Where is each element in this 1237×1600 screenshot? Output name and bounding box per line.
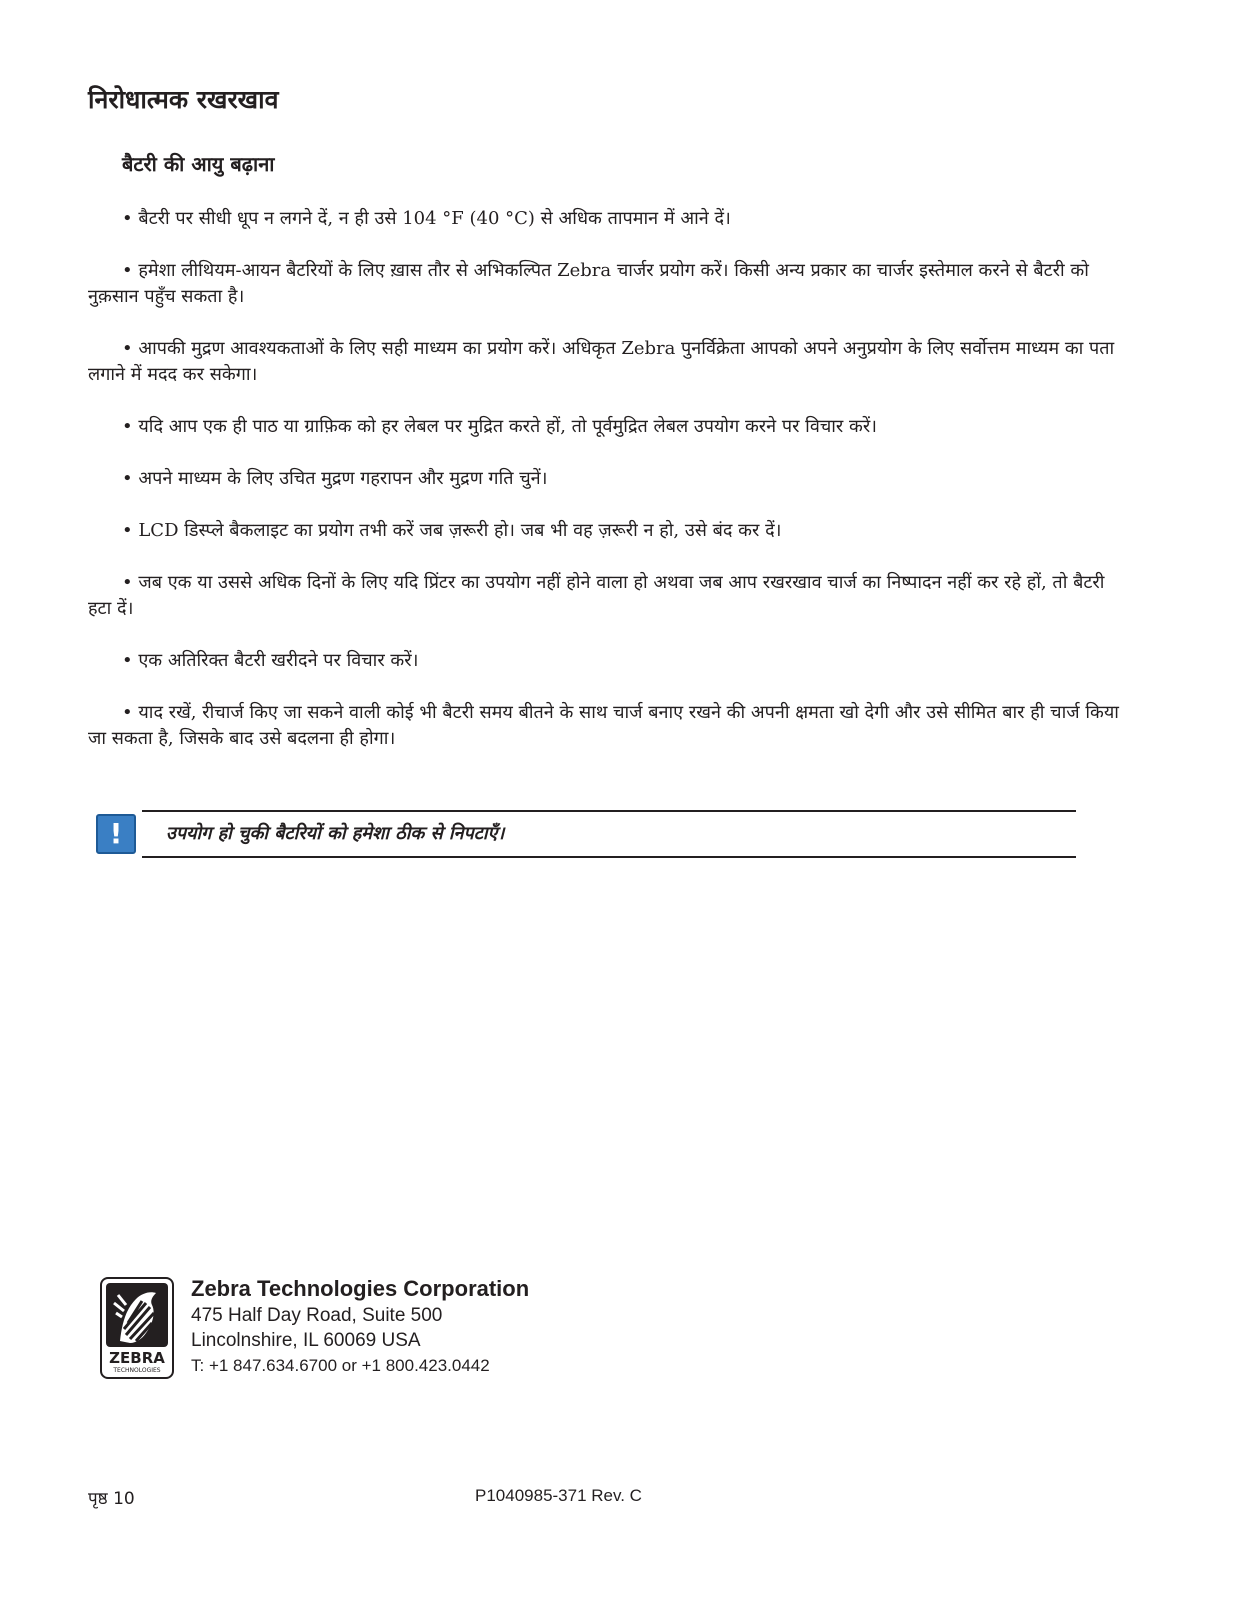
page-number: पृष्ठ 10	[88, 1489, 135, 1509]
logo-wordmark: ZEBRA	[109, 1349, 165, 1367]
bullet-item: • यदि आप एक ही पाठ या ग्राफ़िक को हर लेबल पर मुद्रित करते हों, तो पूर्वमुद्रित लेबल उपयोग करने पर विचार करें।	[122, 416, 878, 437]
section-title: निरोधात्मक रखरखाव	[88, 85, 279, 114]
bullet-item: • अपने माध्यम के लिए उचित मुद्रण गहरापन और मुद्रण गति चुनें।	[122, 468, 548, 489]
note-bottom-rule	[142, 856, 1076, 858]
bullet-item: • बैटरी पर सीधी धूप न लगने दें, न ही उसे 104 °F (40 °C) से अधिक तापमान में आने दें।	[122, 208, 731, 229]
subsection-title: बैटरी की आयु बढ़ाना	[122, 152, 275, 176]
company-phone: T: +1 847.634.6700 or +1 800.423.0442	[191, 1356, 490, 1375]
bullet-item: • आपकी मुद्रण आवश्यकताओं के लिए सही माध्यम का प्रयोग करें। अधिकृत Zebra पुनर्विक्रेता आपको अपने अनुप्रयोग के लिए सर्वोत्तम माध्यम का पता लगाने में मदद कर सकेगा।	[88, 338, 1115, 385]
bullet-item: • एक अतिरिक्त बैटरी खरीदने पर विचार करें।	[122, 650, 419, 671]
company-address-block	[191, 1275, 529, 1378]
zebra-head-logo-icon	[106, 1283, 168, 1347]
note-text: उपयोग हो चुकी बैटरियों को हमेशा ठीक से निपटाएँ।	[166, 823, 505, 844]
bullet-item: • जब एक या उससे अधिक दिनों के लिए यदि प्रिंटर का उपयोग नहीं होने वाला हो अथवा जब आप रखरखाव चार्ज का निष्पादन नहीं कर रहे हों, तो बैटरी हटा दें।	[88, 572, 1105, 619]
document-number: P1040985-371 Rev. C	[475, 1486, 642, 1505]
exclamation-icon: !	[96, 814, 136, 854]
company-name: Zebra Technologies Corporation	[191, 1276, 530, 1301]
logo-subtext: TECHNOLOGIES	[113, 1367, 161, 1374]
note-top-rule	[142, 810, 1076, 812]
zebra-logo	[100, 1277, 174, 1379]
company-address-line-2: Lincolnshire, IL 60069 USA	[191, 1330, 421, 1351]
bullet-item: • याद रखें, रीचार्ज किए जा सकने वाली कोई भी बैटरी समय बीतने के साथ चार्ज बनाए रखने की अपनी क्षमता खो देगी और उसे सीमित बार ही चार्ज किया जा सकता है, जिसके बाद उसे बदलना ही होगा।	[88, 702, 1119, 749]
bullet-list	[88, 206, 1128, 778]
company-address-line-1: 475 Half Day Road, Suite 500	[191, 1305, 443, 1326]
bullet-item: • LCD डिस्प्ले बैकलाइट का प्रयोग तभी करें जब ज़रूरी हो। जब भी वह ज़रूरी न हो, उसे बंद कर दें।	[122, 520, 782, 541]
bullet-item: • हमेशा लीथियम-आयन बैटरियों के लिए ख़ास तौर से अभिकल्पित Zebra चार्जर प्रयोग करें। किसी अन्य प्रकार का चार्जर इस्तेमाल करने से बैटरी को नुक़सान पहुँच सकता है।	[88, 260, 1089, 307]
caution-note	[96, 810, 1076, 858]
